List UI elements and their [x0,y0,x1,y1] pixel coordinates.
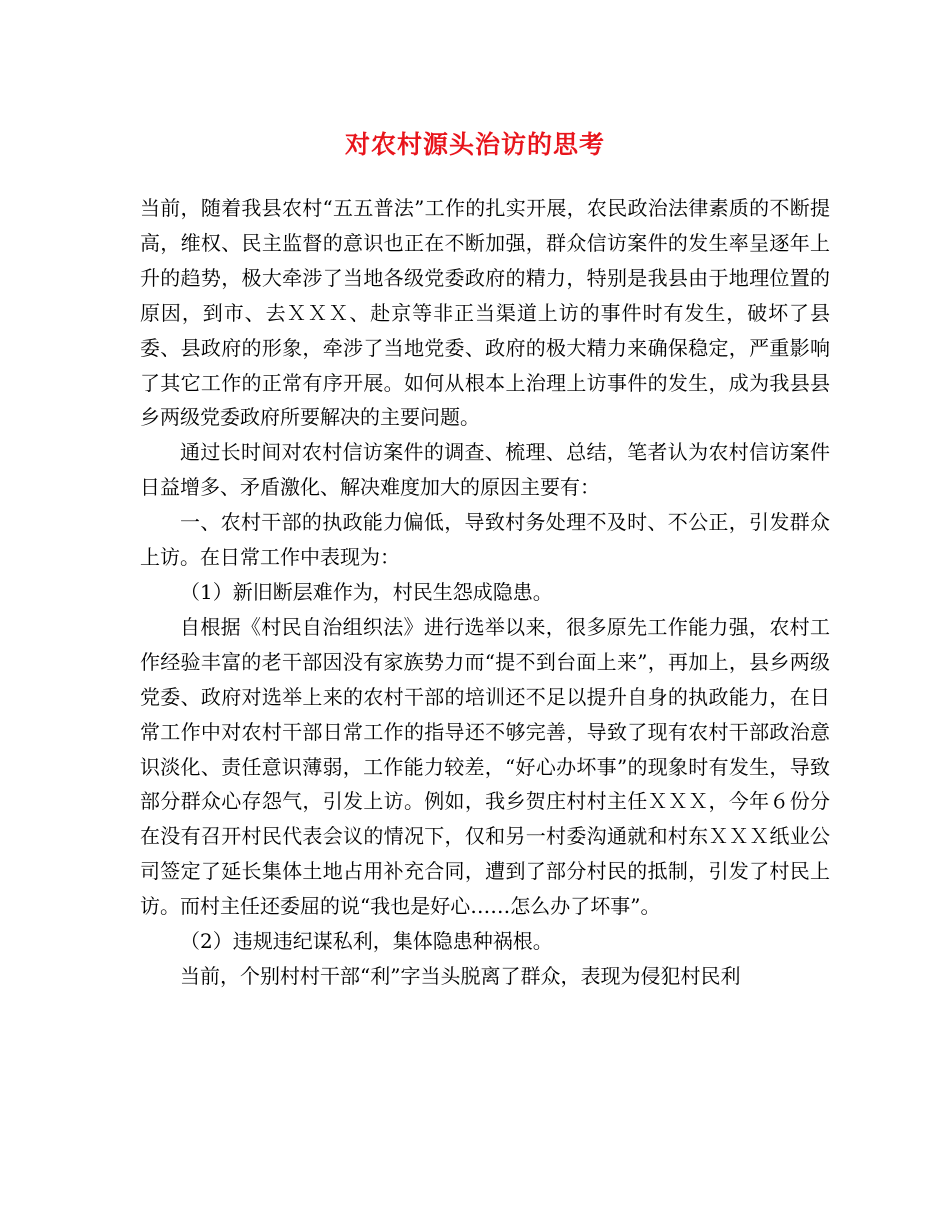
paragraph-section-one: 一、农村干部的执政能力偏低，导致村务处理不及时、不公正，引发群众上访。在日常工作中表现为： [140,510,830,570]
paragraph-subheading-2: （2）违规违纪谋私利，集体隐患种祸根。 [180,929,553,954]
paragraph-subheading-1: （1）新旧断层难作为，村民生怨成隐患。 [180,579,553,604]
paragraph-election-detail: 自根据《村民自治组织法》进行选举以来，很多原先工作能力强，农村工作经验丰富的老干部因没有家族势力而“提不到台面上来”，再加上，县乡两级党委、政府对选举上来的农村干部的培训还不足以提升自身的执政能力，在日常工作中对农村干部日常工作的指导还不够完善，导致了现有农村干部政治意识淡化、责任意识薄弱，工作能力较差，“好心办坏事”的现象时有发生，导致部分群众心存怨气，引发上访。例如，我乡贺庄村村主任ＸＸＸ，今年６份分在没有召开村民代表会议的情况下，仅和另一村委沟通就和村东ＸＸＸ纸业公司签定了延长集体土地占用补充合同，遭到了部分村民的抵制，引发了村民上访。而村主任还委屈的说“我也是好心……怎么办了坏事”。 [140,614,830,919]
paragraph-private-interest: 当前，个别村村干部“利”字当头脱离了群众，表现为侵犯村民利 [180,963,741,988]
document-body [140,191,830,994]
paragraph-intro: 当前，随着我县农村“五五普法”工作的扎实开展，农民政治法律素质的不断提高，维权、民主监督的意识也正在不断加强，群众信访案件的发生率呈逐年上升的趋势，极大牵涉了当地各级党委政府的精力，特别是我县由于地理位置的原因，到市、去ＸＸＸ、赴京等非正当渠道上访的事件时有发生，破坏了县委、县政府的形象，牵涉了当地党委、政府的极大精力来确保稳定，严重影响了其它工作的正常有序开展。如何从根本上治理上访事件的发生，成为我县县乡两级党委政府所要解决的主要问题。 [140,196,830,430]
document-title: 对农村源头治访的思考 [344,130,605,159]
paragraph-causes-lead: 通过长时间对农村信访案件的调查、梳理、总结，笔者认为农村信访案件日益增多、矛盾激化、解决难度加大的原因主要有： [140,440,830,500]
